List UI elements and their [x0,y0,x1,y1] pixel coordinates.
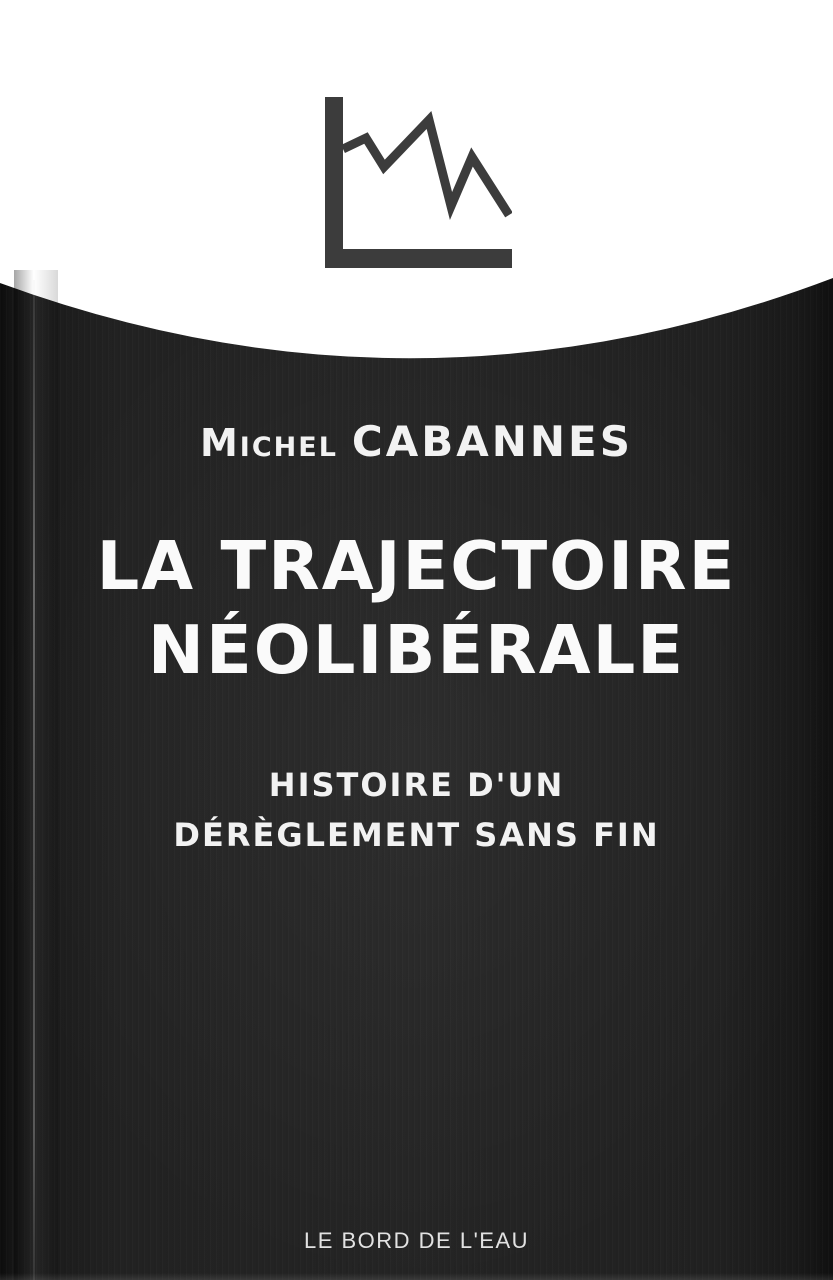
author-last-name: CABANNES [351,417,633,466]
author-name [0,417,833,466]
author-first-name: Michel [199,421,338,465]
chart-zigzag-line [343,120,509,215]
book-subtitle [0,760,833,860]
title-line-2: NÉOLIBÉRALE [147,611,686,689]
declining-line-chart-icon [325,97,512,268]
page-bottom-edge [0,1273,833,1280]
subtitle-line-2: DÉRÈGLEMENT SANS FIN [173,816,660,854]
title-line-1: LA TRAJECTOIRE [96,527,737,605]
chart-x-axis [325,249,512,268]
subtitle-line-1: HISTOIRE D'UN [268,766,565,804]
chart-y-axis [325,97,343,268]
book-title [0,524,833,692]
publisher-name: LE BORD DE L'EAU [303,1228,530,1253]
